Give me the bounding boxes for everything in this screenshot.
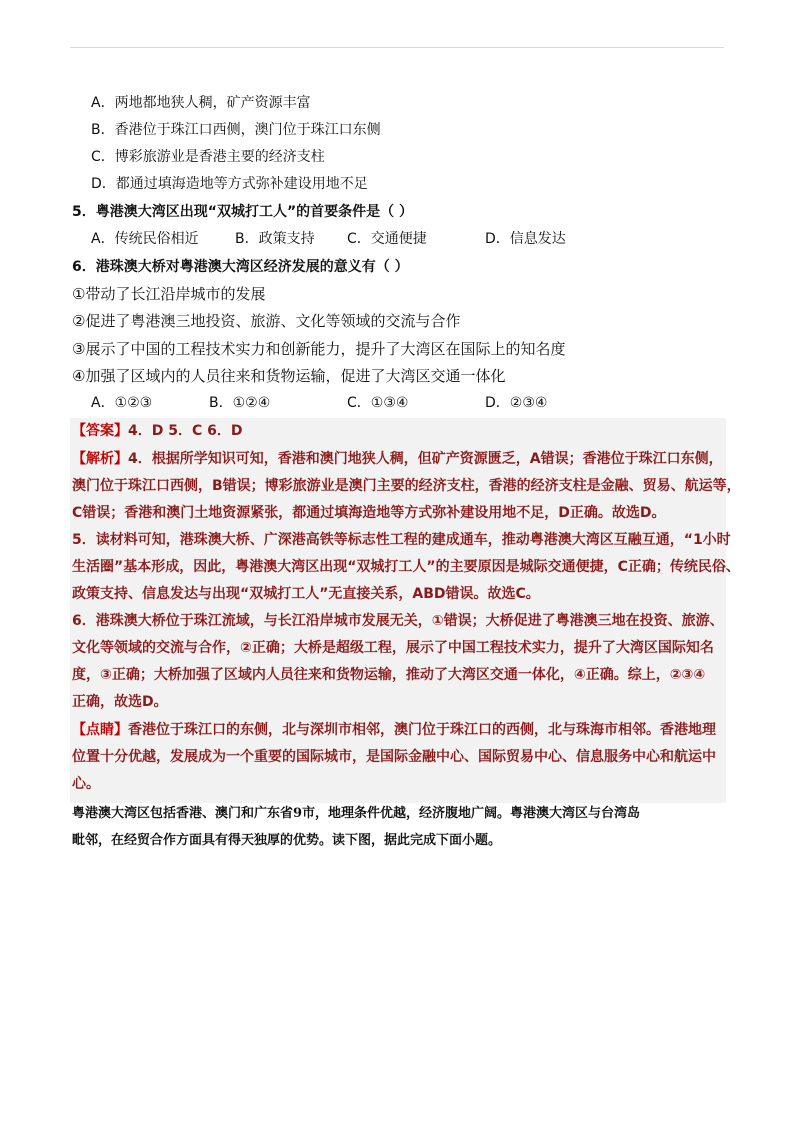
q6-option-a: A．①②③	[91, 395, 153, 411]
q5-option-b: B．政策支持	[235, 231, 315, 247]
q6-statement-2: ②促进了粤港澳三地投资、旅游、文化等领域的交流与合作	[72, 312, 461, 330]
tip-line-3: 心。	[72, 776, 100, 792]
tip-line-2: 位置十分优越，发展成为一个重要的国际城市，是国际金融中心、国际贸易中心、信息服务中心和航运中	[72, 749, 716, 765]
passage-line-2: 毗邻，在经贸合作方面具有得天独厚的优势。读下图，据此完成下面小题。	[72, 833, 502, 848]
q6-option-b: B．①②④	[209, 395, 271, 411]
analysis-tag: 【解析】	[72, 451, 128, 467]
analysis-line-10: 正确，故选D。	[72, 694, 168, 710]
tip-line-1	[72, 717, 716, 744]
q5-options	[91, 226, 731, 253]
analysis-text-1: 4．根据所学知识可知，香港和澳门地狭人稠，但矿产资源匮乏，A错误；香港位于珠江口东侧，	[128, 451, 723, 467]
analysis-line-3: C错误；香港和澳门土地资源紧张，都通过填海造地等方式弥补建设用地不足，D正确。故选D。	[72, 505, 666, 521]
q5-option-a: A．传统民俗相近	[91, 231, 199, 247]
analysis-line-7: 6．港珠澳大桥位于珠江流域，与长江沿岸城市发展无关，①错误；大桥促进了粤港澳三地在投资、旅游、	[72, 613, 724, 629]
analysis-line-2: 澳门位于珠江口西侧，B错误；博彩旅游业是澳门主要的经济支柱，香港的经济支柱是金融、贸易、航运等，	[72, 478, 741, 494]
q6-statement-4: ④加强了区域内的人员往来和货物运输，促进了大湾区交通一体化	[72, 367, 506, 385]
q6-stem: 6．港珠澳大桥对粤港澳大湾区经济发展的意义有（ ）	[72, 259, 409, 275]
analysis-line-4: 5．读材料可知，港珠澳大桥、广深港高铁等标志性工程的建成通车，推动粤港澳大湾区互融互通，“1小时	[72, 532, 731, 548]
q4-option-c: C．博彩旅游业是香港主要的经济支柱	[91, 149, 325, 165]
q6-statement-1: ①带动了长江沿岸城市的发展	[72, 285, 266, 303]
q6-options	[91, 390, 731, 417]
q4-option-b: B．香港位于珠江口西侧，澳门位于珠江口东侧	[91, 122, 381, 138]
tip-text-1: 香港位于珠江口的东侧，北与深圳市相邻，澳门位于珠江口的西侧，北与珠海市相邻。香港地理	[128, 722, 716, 738]
answer-text: 4．D 5．C 6．D	[128, 423, 243, 439]
analysis-line-1	[72, 446, 723, 473]
answer-line	[72, 418, 243, 445]
q5-option-d: D．信息发达	[485, 231, 566, 247]
analysis-line-8: 文化等领域的交流与合作，②正确；大桥是超级工程，展示了中国工程技术实力，提升了大湾区国际知名	[72, 640, 714, 656]
q4-option-d: D．都通过填海造地等方式弥补建设用地不足	[91, 176, 368, 192]
analysis-line-6: 政策支持、信息发达与出现“双城打工人”无直接关系，ABD错误。故选C。	[72, 586, 540, 602]
analysis-line-9: 度，③正确；大桥加强了区域内人员往来和货物运输，推动了大湾区交通一体化，④正确。综上，②③④	[72, 667, 706, 683]
q5-option-c: C．交通便捷	[347, 231, 427, 247]
analysis-line-5: 生活圈”基本形成，因此，粤港澳大湾区出现“双城打工人”的主要原因是城际交通便捷，C正确；传统民俗、	[72, 559, 740, 575]
q5-stem: 5．粤港澳大湾区出现“双城打工人”的首要条件是（ ）	[72, 204, 414, 220]
header-rule	[70, 47, 724, 48]
tip-tag: 【点睛】	[72, 722, 128, 738]
q6-option-d: D．②③④	[485, 395, 548, 411]
passage-line-1: 粤港澳大湾区包括香港、澳门和广东省9市，地理条件优越，经济腹地广阔。粤港澳大湾区与台湾岛	[72, 806, 641, 821]
q6-statement-3: ③展示了中国的工程技术实力和创新能力，提升了大湾区在国际上的知名度	[72, 340, 566, 358]
answer-tag: 【答案】	[72, 423, 128, 439]
q6-option-c: C．①③④	[347, 395, 409, 411]
q4-option-a: A．两地都地狭人稠，矿产资源丰富	[91, 95, 311, 111]
